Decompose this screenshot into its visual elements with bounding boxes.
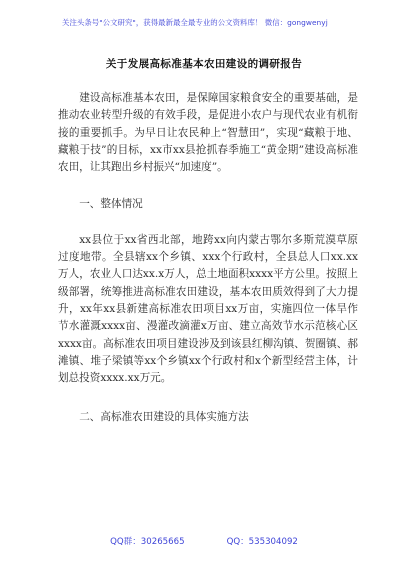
footer-contact	[0, 535, 408, 547]
document-body	[58, 90, 358, 427]
overview-paragraph: xx县位于xx省西北部，地跨xx向内蒙古鄂尔多斯荒漠草原过度地带。全县辖xx个乡镇、xxx个行政村，全县总人口xx.xx万人，农业人口达xx.x万人，总土地面积xxxx平方公里。按照上级部署，统筹推进高标准农田建设，基本农田质效得到了大力提升，xx年xx县新建高标准农田项目xx万亩，实施四位一体旱作节水灌溉xxxx亩、漫灌改滴灌x万亩、建立高效节水示范核心区xxxx亩。高标准农田项目建设涉及到该县红柳沟镇、贺圈镇、郝滩镇、堆子梁镇等xx个乡镇xx个行政村和x个新型经营主体，计划总投资xxxx.xx万元。	[58, 233, 358, 385]
header-banner: 关注头条号"公文研究"，获得最新最全最专业的公文资料库！ 微信：gongwenyj	[62, 18, 328, 27]
qq-group-text: QQ群：30265665	[110, 537, 185, 547]
qq-text: QQ：535304092	[226, 537, 298, 547]
section-heading-overview: 一、整体情况	[79, 198, 143, 211]
intro-paragraph: 建设高标准基本农田，是保障国家粮食安全的重要基础，是推动农业转型升级的有效手段，是促进小农户与现代农业有机衔接的重要抓手。为早日让农民种上“智慧田”，实现“藏粮于地、藏粮于技”的目标，xx市xx县抢抓春季施工“黄金期”建设高标准农田，让其跑出乡村振兴“加速度”。	[58, 92, 358, 174]
section-heading-methods: 二、高标准农田建设的具体实施方法	[79, 411, 249, 424]
document-title: 关于发展高标准基本农田建设的调研报告	[105, 58, 303, 70]
